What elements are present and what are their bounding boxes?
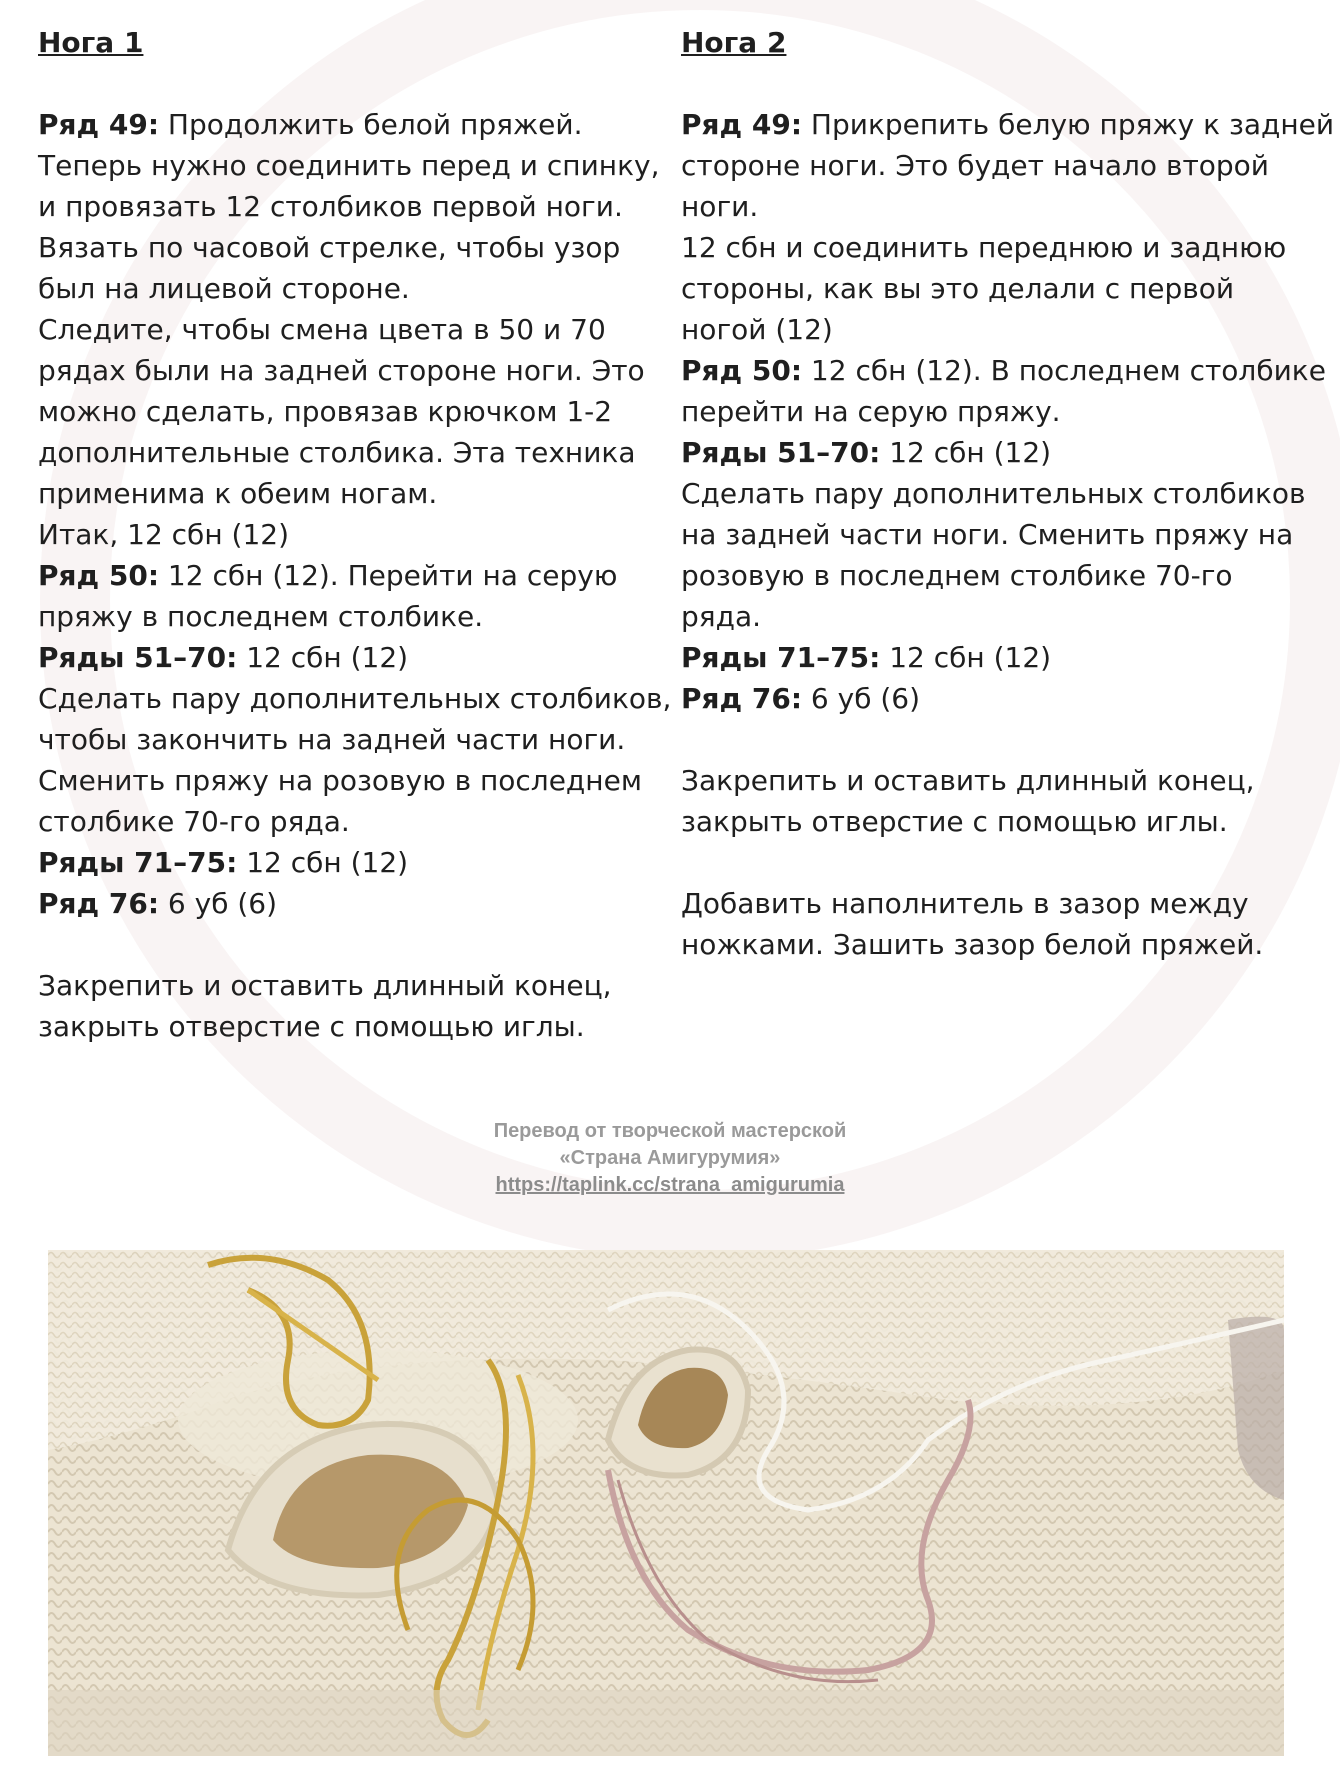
instruction-line — [38, 760, 668, 801]
instruction-line — [681, 432, 1321, 473]
instruction-line — [681, 186, 1321, 227]
leg2-closing — [681, 760, 1321, 842]
instruction-line — [38, 514, 668, 555]
row-label: Ряд 49: — [38, 108, 160, 141]
text-line: Закрепить и оставить длинный конец, — [38, 969, 612, 1002]
text-line: закрыть отверстие с помощью иглы. — [681, 805, 1228, 838]
translation-credit — [370, 1118, 970, 1199]
row-text: дополнительные столбика. Эта техника — [38, 436, 636, 469]
instruction-line — [38, 145, 668, 186]
instruction-line — [38, 268, 668, 309]
row-text: столбике 70-го ряда. — [38, 805, 350, 838]
row-text: Итак, 12 сбн (12) — [38, 518, 290, 551]
row-label: Ряд 50: — [681, 354, 803, 387]
row-text: Сделать пару дополнительных столбиков, — [38, 682, 672, 715]
row-text: 12 сбн (12) — [880, 436, 1052, 469]
instruction-line — [38, 883, 668, 924]
row-text: на задней части ноги. Сменить пряжу на — [681, 518, 1294, 551]
instruction-line — [38, 104, 668, 145]
instruction-line — [681, 473, 1321, 514]
instruction-line — [38, 391, 668, 432]
row-text: был на лицевой стороне. — [38, 272, 410, 305]
row-text: 12 сбн (12) — [880, 641, 1052, 674]
row-text: 12 сбн (12) — [237, 846, 409, 879]
row-text: и провязать 12 столбиков первой ноги. — [38, 190, 623, 223]
row-label: Ряд 49: — [681, 108, 803, 141]
row-text: Теперь нужно соединить перед и спинку, — [38, 149, 660, 182]
leg2-stuffing-note — [681, 883, 1321, 965]
row-text: применима к обеим ногам. — [38, 477, 438, 510]
row-text: 6 уб (6) — [802, 682, 921, 715]
instruction-line — [38, 719, 668, 760]
instruction-line — [38, 350, 668, 391]
row-text: Следите, чтобы смена цвета в 50 и 70 — [38, 313, 606, 346]
instruction-line — [681, 555, 1321, 596]
instruction-line — [38, 678, 672, 719]
row-text: перейти на серую пряжу. — [681, 395, 1061, 428]
instruction-line — [681, 145, 1321, 186]
row-text: 12 сбн и соединить переднюю и заднюю — [681, 231, 1287, 264]
instruction-line — [681, 227, 1321, 268]
instruction-line — [38, 555, 668, 596]
instruction-line — [38, 473, 668, 514]
instruction-line — [681, 268, 1321, 309]
row-text: розовую в последнем столбике 70-го — [681, 559, 1233, 592]
instruction-line — [681, 678, 1321, 719]
instruction-line — [38, 596, 668, 637]
credit-link[interactable]: https://taplink.cc/strana_amigurumia — [495, 1174, 845, 1196]
spacer — [681, 719, 1321, 760]
leg1-closing — [38, 965, 668, 1047]
instruction-line — [38, 637, 668, 678]
instruction-line — [681, 391, 1321, 432]
row-text: стороны, как вы это делали с первой — [681, 272, 1235, 305]
instruction-line — [681, 309, 1321, 350]
lower-edge — [48, 1690, 1284, 1756]
leg1-heading: Нога 1 — [38, 26, 144, 59]
text-line: Закрепить и оставить длинный конец, — [681, 764, 1255, 797]
crochet-photo — [48, 1250, 1284, 1756]
row-text: ногой (12) — [681, 313, 833, 346]
row-text: 12 сбн (12) — [237, 641, 409, 674]
leg2-heading: Нога 2 — [681, 26, 787, 59]
row-text: ряда. — [681, 600, 762, 633]
row-text: Продолжить белой пряжей. — [159, 108, 583, 141]
row-label: Ряд 76: — [38, 887, 160, 920]
row-text: Сделать пару дополнительных столбиков — [681, 477, 1306, 510]
text-line: Добавить наполнитель в зазор между — [681, 887, 1249, 920]
row-text: ноги. — [681, 190, 759, 223]
row-label: Ряды 51–70: — [38, 641, 238, 674]
text-line: ножками. Зашить зазор белой пряжей. — [681, 928, 1264, 961]
row-text: 12 сбн (12). Перейти на серую — [159, 559, 618, 592]
row-text: чтобы закончить на задней части ноги. — [38, 723, 626, 756]
spacer — [681, 842, 1321, 883]
instruction-line — [38, 432, 668, 473]
row-label: Ряды 71–75: — [681, 641, 881, 674]
credit-line-1: Перевод от творческой мастерской — [493, 1120, 847, 1142]
instruction-line — [681, 637, 1321, 678]
row-text: 12 сбн (12). В последнем столбике — [802, 354, 1326, 387]
row-text: рядах были на задней стороне ноги. Это — [38, 354, 645, 387]
instruction-line — [681, 514, 1321, 555]
instruction-line — [38, 309, 668, 350]
row-text: Вязать по часовой стрелке, чтобы узор — [38, 231, 621, 264]
instruction-line — [38, 227, 668, 268]
row-label: Ряд 50: — [38, 559, 160, 592]
spacer — [38, 924, 668, 965]
leg2-column — [681, 22, 1335, 965]
row-label: Ряды 51–70: — [681, 436, 881, 469]
leg2-instructions — [681, 104, 1335, 719]
instruction-line — [681, 104, 1335, 145]
text-line: закрыть отверстие с помощью иглы. — [38, 1010, 585, 1043]
row-text: пряжу в последнем столбике. — [38, 600, 484, 633]
crochet-legs-illustration — [48, 1250, 1284, 1756]
instruction-line — [38, 842, 668, 883]
leg1-instructions — [38, 104, 672, 924]
instruction-line — [38, 186, 668, 227]
instruction-line — [38, 801, 668, 842]
instruction-line — [681, 350, 1326, 391]
row-text: можно сделать, провязав крючком 1-2 — [38, 395, 613, 428]
credit-line-2: «Страна Амигурумия» — [559, 1147, 781, 1169]
leg1-column — [38, 22, 672, 1047]
instruction-line — [681, 596, 1321, 637]
row-label: Ряды 71–75: — [38, 846, 238, 879]
row-text: стороне ноги. Это будет начало второй — [681, 149, 1269, 182]
row-label: Ряд 76: — [681, 682, 803, 715]
row-text: 6 уб (6) — [159, 887, 278, 920]
row-text: Прикрепить белую пряжу к задней — [802, 108, 1335, 141]
row-text: Сменить пряжу на розовую в последнем — [38, 764, 642, 797]
